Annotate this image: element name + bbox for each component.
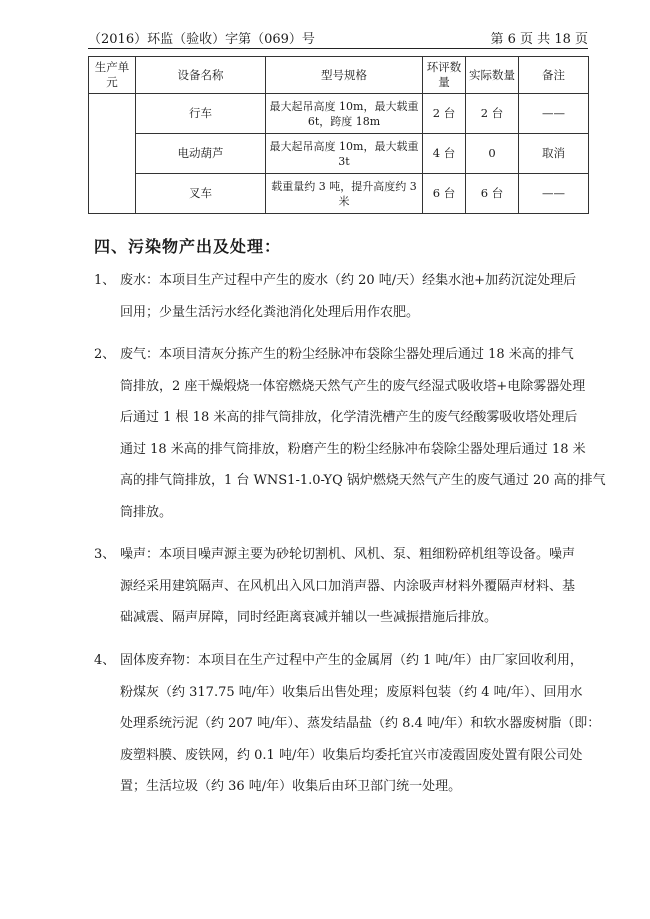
equipment-table [88,56,589,214]
item-wastewater [94,265,594,328]
equipment-name: 叉车 [136,174,266,214]
document-number: （2016）环监（验收）字第（069）号 [88,32,315,47]
table-row [89,134,589,174]
item-waste-gas [94,339,606,528]
note: —— [519,94,589,134]
item-noise [94,539,594,634]
actual-qty: 2 台 [466,94,519,134]
col-header-actual-qty: 实际数量 [466,57,519,94]
note: —— [519,174,589,214]
col-header-name: 设备名称 [136,57,266,94]
col-header-note: 备注 [519,57,589,94]
table-header-row [89,57,589,94]
item-number: 3、 [94,547,116,562]
table-row [89,174,589,214]
actual-qty: 0 [466,134,519,174]
equipment-name: 电动葫芦 [136,134,266,174]
note: 取消 [519,134,589,174]
item-text: 噪声：本项目噪声源主要为砂轮切割机、风机、泵、粗细粉碎机组等设备。噪声 源经采用建筑隔声、在风机出入风口加消声器、内涂吸声材料外覆隔声材料、基 础减震、隔声屏障，同时经距离衰减并辅以一些减振措施后排放。 [120,547,576,625]
page-header [88,22,588,49]
table-row [89,94,589,134]
page-number: 第 6 页 共 18 页 [490,32,588,47]
section-title: 四、污染物产出及处理： [94,237,282,256]
eia-qty: 6 台 [423,174,466,214]
col-header-unit: 生产单元 [89,57,136,94]
equipment-spec: 最大起吊高度 10m，最大载重 3t [266,134,423,174]
unit-cell [89,94,136,214]
item-text: 废水：本项目生产过程中产生的废水（约 20 吨/天）经集水池+加药沉淀处理后 回用；少量生活污水经化粪池消化处理后用作农肥。 [120,273,577,320]
eia-qty: 4 台 [423,134,466,174]
item-number: 4、 [94,653,116,668]
item-text: 固体废弃物：本项目在生产过程中产生的金属屑（约 1 吨/年）由厂家回收利用， 粉煤灰（约 317.75 吨/年）收集后出售处理；废原料包装（约 4 吨/年）、回用水 处理系统污泥（约 207 吨/年）、蒸发结晶盐（约 8.4 吨/年）和软水器废树脂（即： 废塑料膜、废铁网，约 0.1 吨/年）收集后均委托宜兴市凌霞固废处置有限公司处 置；生活垃圾（约 36 吨/年）收集后由环卫部门统一处理。 [120,653,601,794]
item-number: 1、 [94,273,116,288]
equipment-spec: 最大起吊高度 10m，最大载重 6t，跨度 18m [266,94,423,134]
col-header-model: 型号规格 [266,57,423,94]
eia-qty: 2 台 [423,94,466,134]
equipment-name: 行车 [136,94,266,134]
col-header-eia-qty: 环评数量 [423,57,466,94]
actual-qty: 6 台 [466,174,519,214]
equipment-spec: 载重量约 3 吨，提升高度约 3 米 [266,174,423,214]
item-text: 废气：本项目清灰分拣产生的粉尘经脉冲布袋除尘器处理后通过 18 米高的排气 筒排放，2 座干燥煅烧一体窑燃烧天然气产生的废气经湿式吸收塔+电除雾器处理 后通过 1 根 18 米高的排气筒排放，化学清洗槽产生的废气经酸雾吸收塔处理后 通过 18 米高的排气筒排放，粉磨产生的粉尘经脉冲布袋除尘器处理后通过 18 米 高的排气筒排放，1 台 WNS1-1.0-YQ 锅炉燃烧天然气产生的废气通过 20 高的排气 筒排放。 [120,347,606,520]
item-number: 2、 [94,347,116,362]
item-solid-waste [94,645,601,803]
